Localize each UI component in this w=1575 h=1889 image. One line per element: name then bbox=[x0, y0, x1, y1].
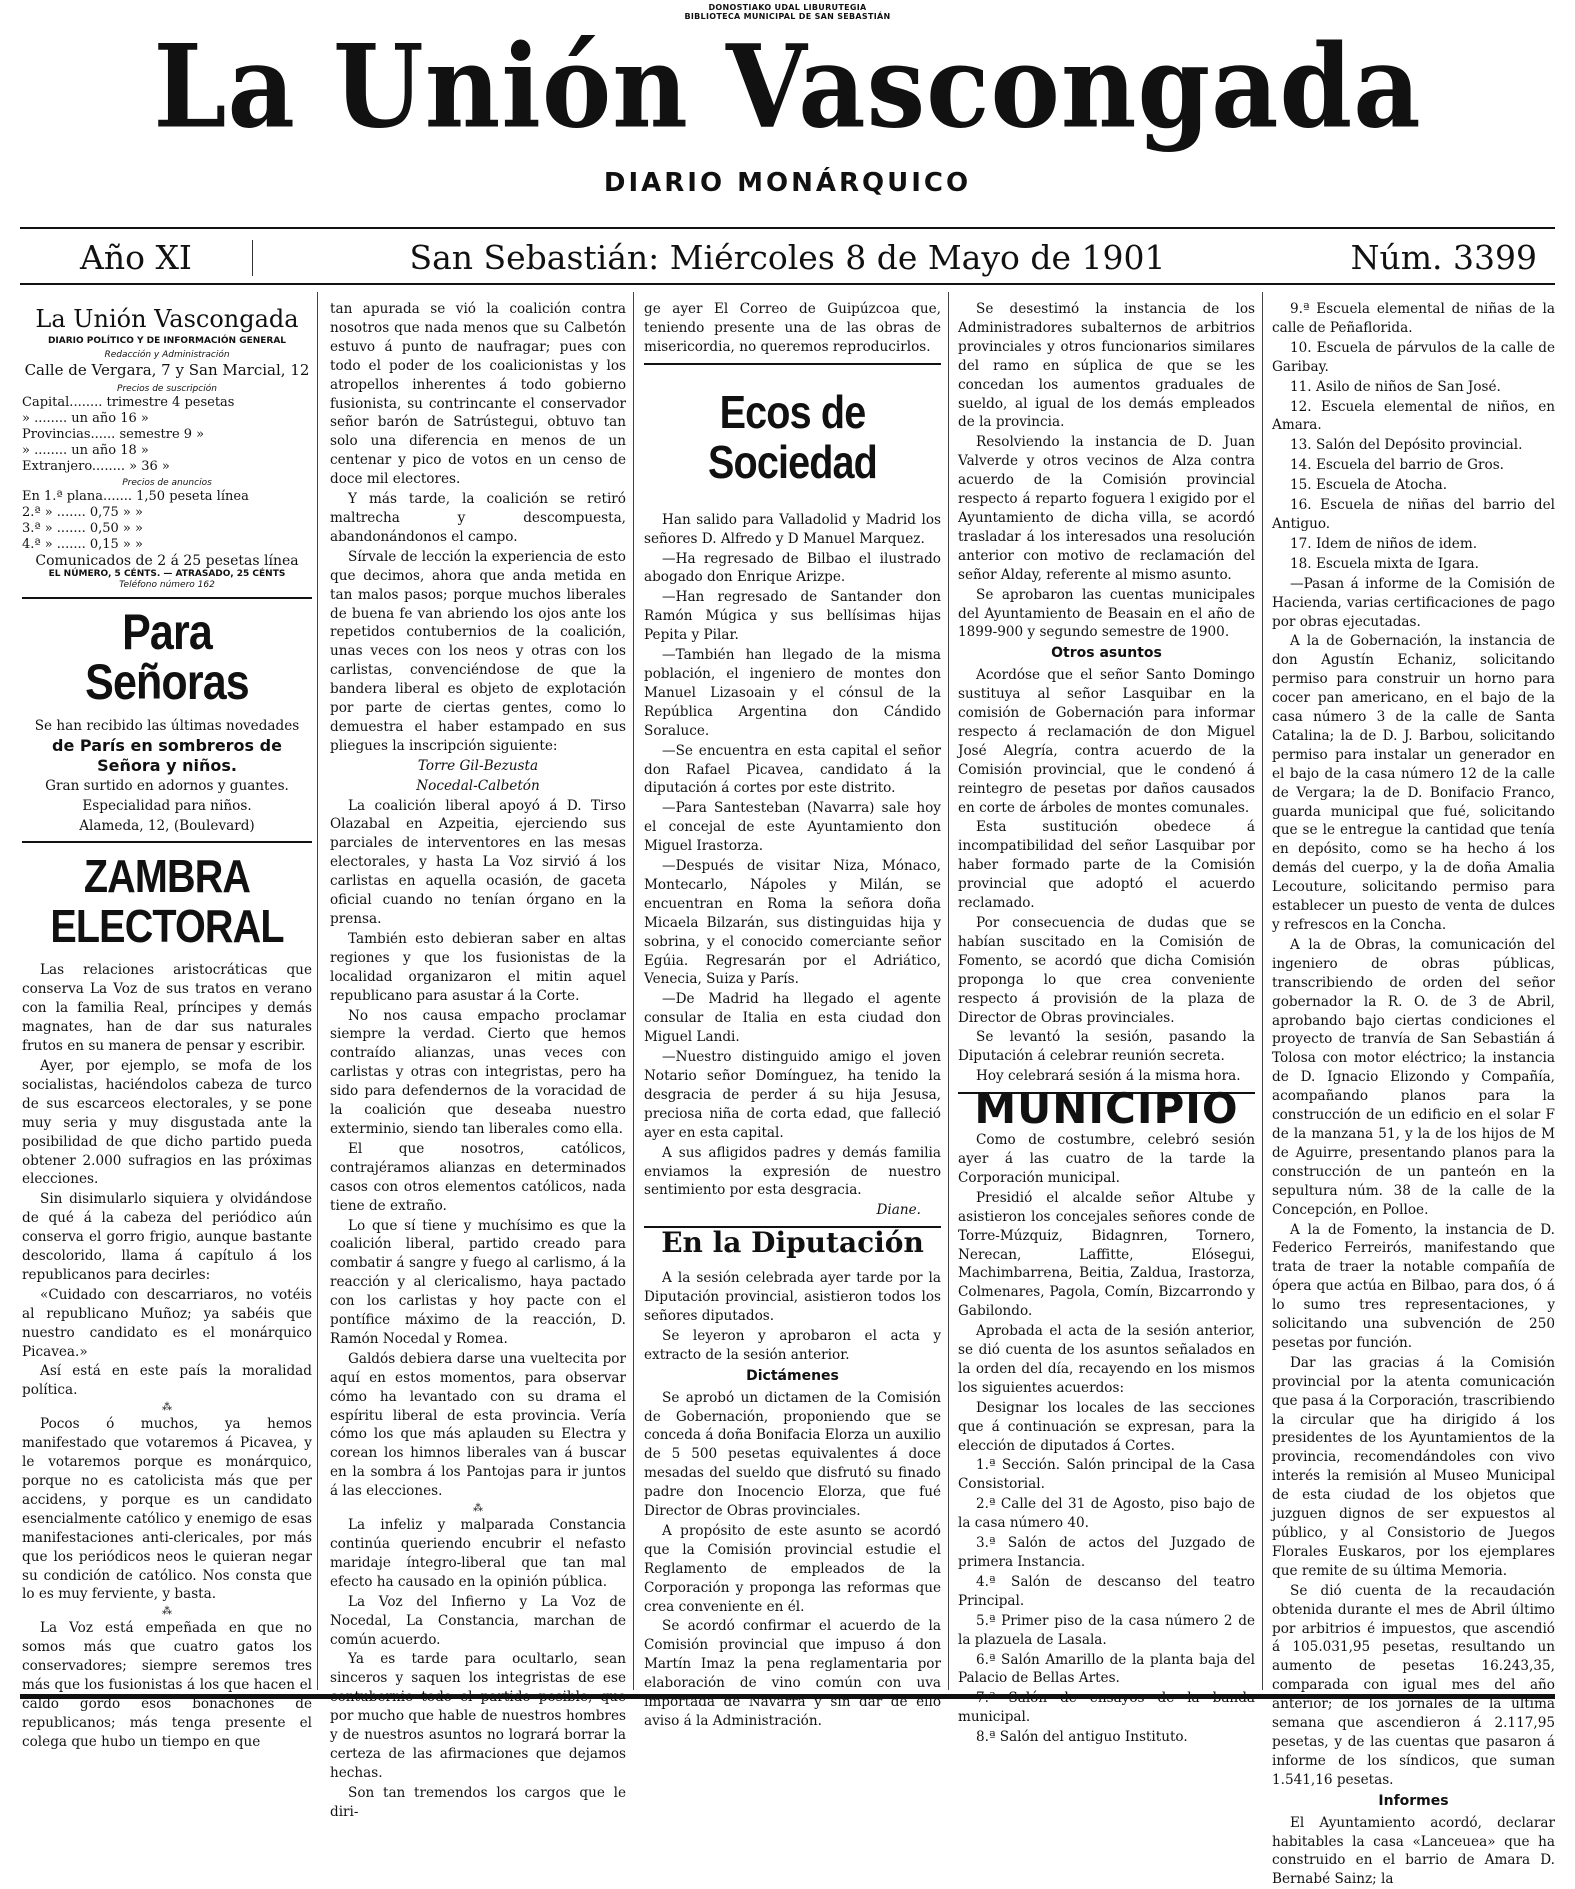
paragraph: Se desestimó la instancia de los Administradores subalternos de arbitrios provinciales y otros funcionarios similares del ramo en súplica de que se les concedan los aumentos graduales de sueldo, al igual de los demás empleados de la provincia. bbox=[958, 301, 1255, 431]
stamp-line: BIBLIOTECA MUNICIPAL DE SAN SEBASTIÁN bbox=[684, 12, 891, 21]
column-divider bbox=[317, 292, 318, 1690]
paragraph: Se aprobaron las cuentas municipales del Ayuntamiento de Beasain en el año de 1899-900 y segundo semestre de 1900. bbox=[958, 586, 1255, 641]
subsection-title: Dictámenes bbox=[746, 1367, 839, 1384]
paragraph: A la sesión celebrada ayer tarde por la Diputación provincial, asistieron todos los señores diputados. bbox=[644, 1270, 941, 1324]
paragraph: Se dió cuenta de la recaudación obtenida durante el mes de Abril último por arbitrios é impuestos, que ascendió á 105.031,95 pesetas, resultando un aumento de pesetas 16.243,35, comparada con igual mes del año anterior; de los jornales de la última semana que ascendieron á 2.117,95 pesetas, y de las cuentas que pasaron á informe de los síndicos, que suman 1.541,16 pesetas. bbox=[1272, 1582, 1555, 1788]
paragraph: El que nosotros, católicos, contrajéramos alianzas en determinados casos con otros elementos católicos, nada tiene de extraño. bbox=[330, 1140, 626, 1214]
masthead-title: La Unión Vascongada bbox=[153, 18, 1422, 155]
ad-line: Alameda, 12, (Boulevard) bbox=[79, 817, 255, 834]
list-item: 2.ª Calle del 31 de Agosto, piso bajo de la casa número 40. bbox=[958, 1496, 1255, 1532]
section-list bbox=[1272, 300, 1555, 574]
paragraph: Dar las gracias á la Comisión provincial por la atenta comunicación que pasa á la Corporación, trascribiendo la circular que ha dirigido á los presidentes de los Ayuntamientos de la provincia, recomendándoles con vivo interés la remisión al Museo Municipal de esta ciudad de los objetos que juzguen dignos de ser expuestos al público, y al Consistorio de Juegos Florales Euskaros, por los ejemplares que remite de su última Memoria. bbox=[1272, 1354, 1555, 1579]
paragraph: Lo que sí tiene y muchísimo es que la coalición liberal, partido creado para combatir á sangre y fuego al carlismo, á la reacción y al clericalismo, haya pactado con los carlistas y hoy pacte con el pontífice máximo de la reacción, D. Ramón Nocedal y Romea. bbox=[330, 1217, 626, 1347]
ads-row: 4.ª » ....... 0,15 » » bbox=[22, 537, 143, 552]
paragraph: La coalición liberal apoyó á D. Tirso Olazabal en Azpeitia, ejerciendo sus parciales de interventores en las mesas electorales, y hasta La Voz sirvió á los carlistas en aquella ocasión, de gaceta oficial cuando no tenían órgano en la prensa. bbox=[330, 797, 626, 927]
paragraph: Pocos ó muchos, ya hemos manifestado que votaremos á Picavea, y le votaremos porque es monárquico, porque no es catolicista más que per accidens, y porque es un candidato esencialmente católico y enemigo de esas manifestaciones anti-clericales, por más que los periódicos neos le quieran negar su condición de católico. Nos consta que lo es muy ferviente, y basta. bbox=[22, 1416, 312, 1603]
paragraph: La infeliz y malparada Constancia continúa queriendo encubrir el nefasto maridaje íntegro-liberal que tan mal efecto ha causado en la opinión pública. bbox=[330, 1517, 626, 1590]
paragraph: Son tan tremendos los cargos que le diri- bbox=[330, 1784, 626, 1820]
paragraph: tan apurada se vió la coalición contra nosotros que nada menos que su Calbetón estuvo á punto de naufragar; pues con todo el poder de los coalicionistas y los atropellos inherentes á todo gobierno fusionista, su contrincante el conservador señor barón de Satrústegui, obtuvo tan solo una diferencia en menos de un centenar y pico de votos en un censo de doce mil electores. bbox=[330, 301, 626, 488]
list-item: 12. Escuela elemental de niños, en Amara. bbox=[1272, 398, 1555, 434]
list-item: 17. Idem de niños de idem. bbox=[1290, 535, 1478, 552]
list-item: 8.ª Salón del antiguo Instituto. bbox=[976, 1729, 1188, 1746]
paragraph: ge ayer El Correo de Guipúzcoa que, teniendo presente una de las obras de misericordia, no queremos reproducirlos. bbox=[644, 301, 941, 355]
column-1 bbox=[22, 300, 312, 1750]
paragraph: Se acordó confirmar el acuerdo de la Comisión provincial que impuso á don Martín Imaz la pena reglamentaria por elaboración de vino común con uva importada de Navarra y sin dar de ello aviso á la Administración. bbox=[644, 1618, 941, 1729]
paragraph: Como de costumbre, celebró sesión ayer á las cuatro de la tarde la Corporación municipal. bbox=[958, 1132, 1255, 1186]
list-item: 9.ª Escuela elemental de niñas de la calle de Peñaflorida. bbox=[1272, 301, 1555, 336]
box-tag: DIARIO POLÍTICO Y DE INFORMACIÓN GENERAL bbox=[47, 336, 287, 346]
section-list bbox=[958, 1456, 1255, 1747]
paragraph: Se aprobó un dictamen de la Comisión de Gobernación, proponiendo que se conceda á doña Bonifacia Elorza un auxilio de 5 500 pesetas equivalentes á doce mesadas del sueldo que disfrutó su finado padre don Inocencio Elorza, que fué Director de Obras provinciales. bbox=[644, 1389, 941, 1520]
column-divider bbox=[948, 292, 949, 1690]
paragraph: A sus afligidos padres y demás familia enviamos la expresión de nuestro sentimiento por esta desgracia. bbox=[644, 1144, 941, 1199]
dateline-rule bbox=[20, 283, 1555, 285]
paragraph: —También han llegado de la misma población, el ingeniero de montes don Manuel Lizasoain y el cónsul de la República Argentina don Cándido Soraluce. bbox=[644, 647, 941, 739]
ad-line: Gran surtido en adornos y guantes. bbox=[45, 777, 289, 794]
paragraph: Se levantó la sesión, pasando la Diputación á celebrar reunión secreta. bbox=[958, 1029, 1255, 1065]
list-item: 3.ª Salón de actos del Juzgado de primera Instancia. bbox=[958, 1535, 1255, 1570]
paragraph: —Después de visitar Niza, Mónaco, Montecarlo, Nápoles y Milán, se encuentran en Roma la señora doña Micaela Bilzarán, sus distinguidas hija y sobrina, y el conocido comerciante señor Egúia. Regresarán por el Adriático, Venecia, Suiza y París. bbox=[644, 858, 941, 988]
paragraph: No nos causa empacho proclamar siempre la verdad. Cierto que hemos contraído alianzas, unas veces con carlistas y otras con integristas, pero ha sido para defendernos de la voracidad de la coalición que deseaba nuestro exterminio, siendo tan liberales como ella. bbox=[330, 1007, 626, 1137]
ads-row: 2.ª » ....... 0,75 » » bbox=[22, 505, 143, 520]
paragraph: Se leyeron y aprobaron el acta y extracto de la sesión anterior. bbox=[644, 1327, 941, 1363]
list-item: 5.ª Primer piso de la casa número 2 de la plazuela de Lasala. bbox=[958, 1612, 1255, 1648]
list-item: 4.ª Salón de descanso del teatro Principal. bbox=[958, 1573, 1255, 1609]
paragraph: A propósito de este asunto se acordó que la Comisión provincial estudie el Reglamento de empleados de la Corporación y proponga las reformas que crea conveniente en él. bbox=[644, 1522, 941, 1615]
paragraph: —Pasan á informe de la Comisión de Hacienda, varias certificaciones de pago por obras ejecutadas. bbox=[1272, 575, 1555, 630]
dateline bbox=[20, 238, 1555, 278]
top-rule bbox=[20, 227, 1555, 229]
column-4 bbox=[958, 300, 1255, 1746]
list-item: 18. Escuela mixta de Igara. bbox=[1290, 555, 1479, 572]
column-2 bbox=[330, 300, 626, 1820]
issue-number: Núm. 3399 bbox=[1350, 238, 1537, 277]
paragraph: —Para Santesteban (Navarra) sale hoy el concejal de este Ayuntamiento don Miguel Irastorza. bbox=[644, 800, 941, 855]
box-number-price: EL NÚMERO, 5 CÉNTS. — ATRASADO, 25 CÉNTS bbox=[48, 569, 286, 579]
paragraph: Las relaciones aristocráticas que conserva La Voz de sus tratos en verano con la familia Real, príncipes y demás magnates, han de dar sus naturales frutos en su manera de pensar y escribir. bbox=[22, 962, 312, 1055]
separator-stars: ⁂ bbox=[473, 1503, 483, 1515]
paragraph: Galdós debiera darse una vueltecita por aquí en estos momentos, para observar cómo ha levantado con su drama el espíritu liberal de esta provincia. Vería cómo los que más aplauden su Electra y corean los himnos liberales van á buscar en la sombra á los Pantojas para ir juntos á las elecciones. bbox=[330, 1350, 626, 1500]
paragraph: —Han regresado de Santander don Ramón Múgica y sus bellísimas hijas Pepita y Pilar. bbox=[644, 589, 941, 644]
ads-row: 3.ª » ....... 0,50 » » bbox=[22, 521, 143, 536]
box-title: La Unión Vascongada bbox=[35, 305, 299, 333]
signature: Diane. bbox=[876, 1202, 921, 1219]
list-item: 14. Escuela del barrio de Gros. bbox=[1290, 457, 1505, 474]
paragraph: A la de Obras, la comunicación del ingeniero de obras públicas, transcribiendo de orden del señor gobernador la R. O. de 3 de Abril, aprobando bajo ciertas condiciones el proyecto de tranvía de San Sebastián á Tolosa con motor eléctrico; la instancia de D. Ignacio Elizondo y Compañía, acompañando planos para la construcción de un edificio en el solar F de la manzana 51, y la de los hijos de M de Aguirre, presentando planos para la construcción de un panteón en la sepultura núm. 38 de la calle de la Concepción, en Polloe. bbox=[1272, 936, 1555, 1218]
subsection-title: Informes bbox=[1378, 1792, 1449, 1809]
box-subs-header: Precios de suscripción bbox=[117, 384, 217, 394]
ads-row: En 1.ª plana....... 1,50 peseta línea bbox=[22, 489, 249, 504]
list-item: 13. Salón del Depósito provincial. bbox=[1290, 437, 1523, 454]
column-5 bbox=[1272, 300, 1555, 1888]
subs-row: Extranjero........ » 36 » bbox=[22, 459, 170, 474]
list-item: 11. Asilo de niños de San José. bbox=[1290, 378, 1501, 395]
list-item: 16. Escuela de niñas del barrio del Antiguo. bbox=[1272, 497, 1555, 532]
paragraph: —Nuestro distinguido amigo el joven Notario señor Domínguez, ha tenido la desgracia de perder á su hija Jesusa, preciosa niña de corta edad, que falleció ayer en esta capital. bbox=[644, 1049, 941, 1141]
ad-line: Especialidad para niños. bbox=[82, 797, 252, 814]
section-title-ecos: Ecos de Sociedad bbox=[707, 385, 877, 488]
box-phone: Teléfono número 162 bbox=[119, 580, 215, 590]
paragraph: Presidió el alcalde señor Altube y asistieron los concejales señores conde de Torre-Múzquiz, Bidagnren, Tornero, Nerecan, Laffitte, Elósegui, Machimbarrena, Beitia, Zaldua, Irastorza, Colmenares, Pagola, Comín, Bizcarrondo y Gabilondo. bbox=[958, 1189, 1255, 1320]
paragraph: —De Madrid ha llegado el agente consular de Italia en esta ciudad don Miguel Landi. bbox=[644, 991, 941, 1046]
paragraph: El Ayuntamiento acordó, declarar habitables la casa «Lanceuea» que ha construido en el barrio de Amara D. Bernabé Sainz; la bbox=[1272, 1814, 1555, 1888]
list-item: 1.ª Sección. Salón principal de la Casa Consistorial. bbox=[958, 1457, 1255, 1493]
inscription: Nocedal-Calbetón bbox=[416, 777, 540, 794]
paragraph: Sin disimularlo siquiera y olvidándose de qué á la cabeza del periódico aún conserva el gorro frigio, aunque bastante descolorido, llama á capítulo á los republicanos para decirles: bbox=[22, 1191, 312, 1283]
separator-stars: ⁂ bbox=[162, 1606, 172, 1618]
paragraph: —Se encuentra en esta capital el señor don Rafael Picavea, candidato á la diputación á cortes por este distrito. bbox=[644, 742, 941, 797]
article-title: ZAMBRA ELECTORAL bbox=[50, 850, 284, 953]
paragraph: Designar los locales de las secciones que á continuación se expresan, para la elección de diputados á Cortes. bbox=[958, 1399, 1255, 1454]
ad-body bbox=[22, 717, 312, 835]
list-item: 7.ª Salón de ensayos de la banda municipal. bbox=[958, 1690, 1255, 1726]
inscription: Torre Gil-Bezusta bbox=[417, 757, 539, 774]
stamp-line: DONOSTIAKO UDAL LIBURUTEGIA bbox=[708, 3, 867, 12]
paragraph: A la de Fomento, la instancia de D. Federico Ferreirós, manifestando que trata de traer la notable compañía de ópera que actúa en Bilbao, para dos, ó á lo sumo tres representaciones, y solicitando una subvención de 250 pesetas por función. bbox=[1272, 1221, 1555, 1351]
paragraph: Acordóse que el señor Santo Domingo sustituya al señor Lasquibar en la comisión de Gobernación para informar respecto á reclamación de don Miguel José Alegría, contra acuerdo de la Comisión provincial, que le condenó á reintegro de pesetas por daños causados en corte de árboles de montes comunales. bbox=[958, 667, 1255, 816]
paragraph: Y más tarde, la coalición se retiró maltrecha y descompuesta, abandonándonos el campo. bbox=[330, 491, 626, 545]
paragraph: Esta sustitución obedece á incompatibilidad del señor Lasquibar por haber formado parte de la Comisión provincial que adoptó el acuerdo reclamado. bbox=[958, 819, 1255, 912]
subs-row: » ........ un año 16 » bbox=[22, 411, 149, 426]
list-item: 6.ª Salón Amarillo de la planta baja del Palacio de Bellas Artes. bbox=[958, 1651, 1255, 1687]
paragraph: Así está en este país la moralidad política. bbox=[22, 1363, 312, 1399]
column-3 bbox=[644, 300, 941, 1729]
paragraph: La Voz del Infierno y La Voz de Nocedal, La Constancia, marchan de común acuerdo. bbox=[330, 1593, 626, 1648]
separator-stars: ⁂ bbox=[162, 1402, 172, 1414]
subs-row: » ........ un año 18 » bbox=[22, 443, 149, 458]
bottom-rule bbox=[20, 1694, 1555, 1699]
paragraph: A la de Gobernación, la instancia de don Agustín Echaniz, solicitando permiso para construir un horno para cocer pan americano, en el bajo de la casa número 3 de la calle de Santa Catalina; la de D. J. Barbou, solicitando permiso para instalar un generador en el bajo de la casa número 12 de la calle de Vergara; la de D. Bonifacio Franco, guarda municipal que fué, solicitando que se le entregue la cantidad que tenía en depósito, como se ha hecho á los demás del cuerpo, y la de doña Amalia Lecouture, solicitando permiso para establecer un puesto de venta de dulces y refrescos en la Concha. bbox=[1272, 633, 1555, 933]
paragraph: —Ha regresado de Bilbao el ilustrado abogado don Enrique Arizpe. bbox=[644, 550, 941, 586]
column-divider bbox=[633, 292, 634, 1690]
subsection-title: Otros asuntos bbox=[1051, 645, 1162, 662]
ad-line: de París en sombreros de bbox=[52, 735, 282, 755]
paragraph: Hoy celebrará sesión á la misma hora. bbox=[976, 1068, 1241, 1085]
paragraph: La Voz está empeñada en que no somos más que cuatro gatos los conservadores; siempre seremos tres más que los fusionistas á los que hacen el caldo gordo esos bonachones de republicanos; más tenga presente el colega que hubo un tiempo en que bbox=[22, 1620, 312, 1750]
subs-row: Provincias...... semestre 9 » bbox=[22, 427, 205, 442]
paragraph: Resolviendo la instancia de D. Juan Valverde y otros vecinos de Alza contra acuerdo de la Comisión provincial respecto á reparto foguera l exigido por el Ayuntamiento de dicha villa, se acordó trasladar á los interesados una resolución anterior con motivo de reclamación del señor Alday, referente al mismo asunto. bbox=[958, 434, 1255, 583]
box-redaccion: Redacción y Administración bbox=[104, 350, 230, 360]
year: Año XI bbox=[80, 238, 192, 277]
paragraph: También esto debieran saber en altas regiones y que los fusionistas de la localidad organizaron el mitin aquel republicano para asustar á la Corte. bbox=[330, 930, 626, 1004]
box-ads-header: Precios de anuncios bbox=[122, 478, 212, 488]
ad-line: Señora y niños. bbox=[97, 755, 237, 775]
box-address: Calle de Vergara, 7 y San Marcial, 12 bbox=[24, 361, 310, 379]
column-divider bbox=[1262, 292, 1263, 1690]
section-rule bbox=[644, 363, 941, 365]
section-title-municipio: MUNICIPIO bbox=[974, 1084, 1239, 1134]
masthead-subtitle: DIARIO MONÁRQUICO bbox=[603, 168, 972, 198]
paragraph: Ayer, por ejemplo, se mofa de los socialistas, haciéndolos cabeza de turco de sus escarceos electorales, y se pone muy seria y muy disgustada ante la posibilidad de que dicho partido pueda obtener 2.000 sufragios en las próximas elecciones. bbox=[22, 1057, 312, 1188]
section-rule bbox=[22, 841, 312, 843]
paragraph: Sírvale de lección la experiencia de esto que decimos, ahora que anda metida en tan malos pasos; porque muchos liberales de buena fe van abriendo los ojos ante los repetidos contubernios de la coalición, unas veces con los neos y otras con los carlistas, convenciéndose de que la bandera liberal es objeto de explotación por parte de ciertas gentes, como lo demuestra el haber estampado en sus pliegues la inscripción siguiente: bbox=[330, 548, 626, 754]
paragraph: Aprobada el acta de la sesión anterior, se dió cuenta de los asuntos señalados en la orden del día, recayendo en los mismos los siguientes acuerdos: bbox=[958, 1323, 1255, 1396]
section-rule bbox=[22, 597, 312, 599]
list-item: 15. Escuela de Atocha. bbox=[1290, 477, 1448, 494]
paragraph: «Cuidado con descarriaros, no votéis al republicano Muñoz; ya sabéis que nuestro candidato es el monárquico Picavea.» bbox=[22, 1286, 312, 1360]
ad-line: Se han recibido las últimas novedades bbox=[34, 718, 300, 734]
ad-title: Para Señoras bbox=[85, 604, 249, 710]
place-date: San Sebastián: Miércoles 8 de Mayo de 1901 bbox=[409, 238, 1166, 277]
subs-row: Capital........ trimestre 4 pesetas bbox=[22, 395, 235, 410]
section-title-diputacion: En la Diputación bbox=[661, 1226, 924, 1260]
paragraph: Por consecuencia de dudas que se habían suscitado en la Comisión de Fomento, se acordó que dicha Comisión proponga lo que crea conveniente respecto á provisión de la plaza de Director de Obras provinciales. bbox=[958, 915, 1255, 1026]
paragraph: Ya es tarde para ocultarlo, sean sinceros y saquen los integristas de ese contubernio todo el partido posible, que por mucho que hable de nuestros hombres y de nuestros asuntos no logrará borrar la certeza de las afirmaciones que dejamos hechas. bbox=[330, 1651, 626, 1781]
paragraph: Han salido para Valladolid y Madrid los señores D. Alfredo y D Manuel Marquez. bbox=[644, 511, 941, 547]
box-comunicados: Comunicados de 2 á 25 pesetas línea bbox=[35, 553, 299, 569]
list-item: 10. Escuela de párvulos de la calle de Garibay. bbox=[1272, 339, 1555, 375]
